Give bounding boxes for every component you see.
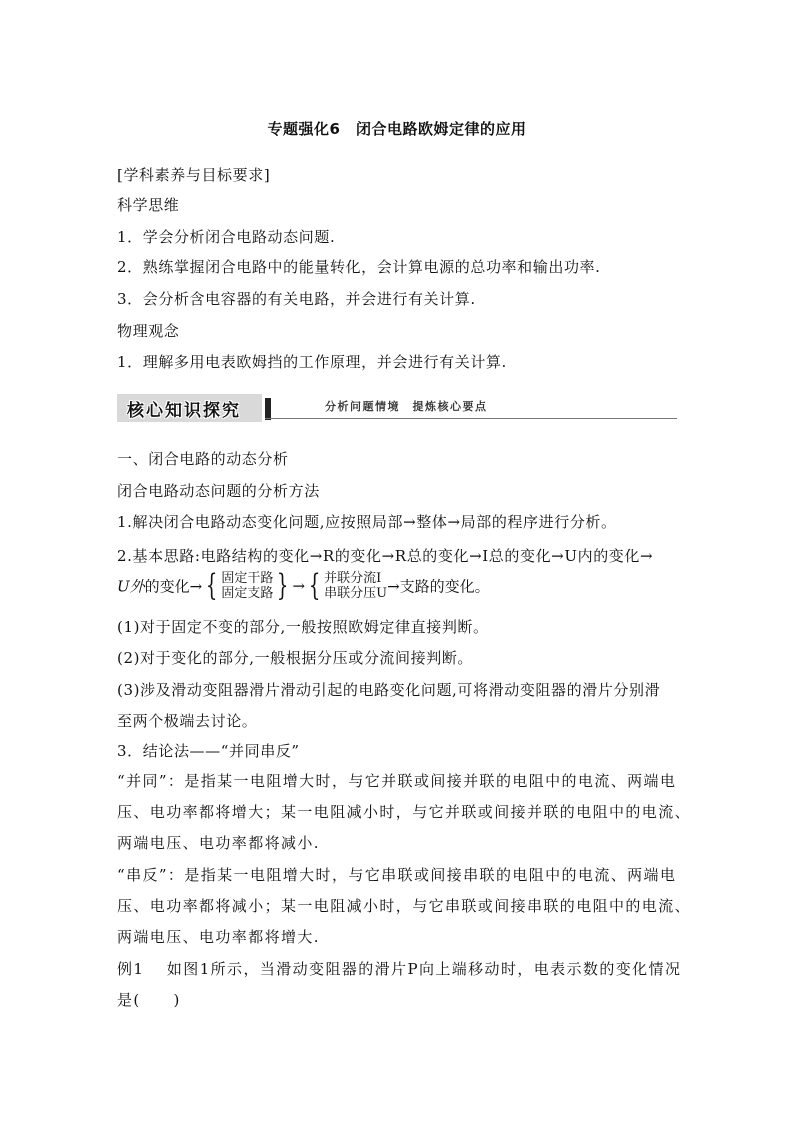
physics-item: 1．理解多用电表欧姆挡的工作原理，并会进行有关计算. bbox=[117, 353, 507, 371]
banner-title: 核心知识探究 bbox=[127, 401, 241, 421]
note: (3)涉及滑动变阻器滑片滑动引起的电路变化问题,可将滑动变阻器的滑片分别滑 bbox=[117, 681, 661, 699]
banner-bar bbox=[265, 398, 271, 420]
section-science: 科学思维 bbox=[117, 196, 180, 214]
note: 至两个极端去讨论。 bbox=[117, 712, 258, 730]
formula-changes: 的变化→ bbox=[144, 577, 203, 596]
left-brace-1: { bbox=[206, 568, 218, 603]
step-3: 3．结论法——“并同串反” bbox=[117, 742, 300, 760]
formula-tail: →支路的变化。 bbox=[387, 577, 490, 596]
science-item: 3．会分析含电容器的有关电路，并会进行有关计算. bbox=[117, 290, 476, 308]
section-banner bbox=[117, 394, 677, 422]
analysis-formula bbox=[117, 568, 490, 603]
goals-header: [学科素养与目标要求] bbox=[117, 166, 271, 184]
u-outer: U外 bbox=[117, 577, 145, 596]
rule-a: 并联分流I bbox=[324, 571, 382, 586]
page-title: 专题强化6 闭合电路欧姆定律的应用 bbox=[267, 120, 527, 138]
parallel-line: 两端电压、电功率都将减小. bbox=[117, 834, 320, 852]
note: (2)对于变化的部分,一般根据分压或分流间接判断。 bbox=[117, 649, 474, 667]
right-brace-1: } bbox=[277, 568, 289, 603]
formula-arrow: → bbox=[292, 577, 306, 595]
note: (1)对于固定不变的部分,一般按照欧姆定律直接判断。 bbox=[117, 618, 489, 636]
section-physics: 物理观念 bbox=[117, 322, 180, 340]
branch-a: 固定干路 bbox=[221, 571, 274, 586]
series-line: 压、电功率都将减小；某一电阻减小时，与它串联或间接串联的电阻中的电流、 bbox=[117, 897, 692, 915]
parallel-line: 压、电功率都将增大；某一电阻减小时，与它并联或间接并联的电阻中的电流、 bbox=[117, 803, 692, 821]
science-item: 1．学会分析闭合电路动态问题. bbox=[117, 228, 336, 246]
parallel-line: “并同”：是指某一电阻增大时，与它并联或间接并联的电阻中的电流、两端电 bbox=[117, 772, 677, 790]
part-one-heading: 一、闭合电路的动态分析 bbox=[117, 450, 289, 468]
banner-rule bbox=[265, 418, 677, 419]
step-1: 1.解决闭合电路动态变化问题,应按照局部→整体→局部的程序进行分析。 bbox=[117, 513, 617, 531]
example-line: 是( ) bbox=[117, 991, 181, 1009]
science-item: 2．熟练掌握闭合电路中的能量转化，会计算电源的总功率和输出功率. bbox=[117, 258, 601, 276]
method-title: 闭合电路动态问题的分析方法 bbox=[117, 482, 320, 500]
rule-b: 串联分压U bbox=[324, 586, 388, 601]
branch-b: 固定支路 bbox=[221, 586, 274, 601]
series-line: “串反”：是指某一电阻增大时，与它串联或间接串联的电阻中的电流、两端电 bbox=[117, 866, 677, 884]
left-brace-2: { bbox=[308, 568, 321, 603]
series-line: 两端电压、电功率都将增大. bbox=[117, 928, 320, 946]
step-2: 2.基本思路:电路结构的变化→R的变化→R总的变化→I总的变化→U内的变化→ bbox=[117, 547, 654, 565]
example-line: 例1 如图1所示，当滑动变阻器的滑片P向上端移动时，电表示数的变化情况 bbox=[117, 960, 682, 978]
rule-stack bbox=[324, 571, 387, 601]
banner-subtitle: 分析问题情境 提炼核心要点 bbox=[325, 400, 488, 413]
branch-stack bbox=[221, 571, 273, 601]
